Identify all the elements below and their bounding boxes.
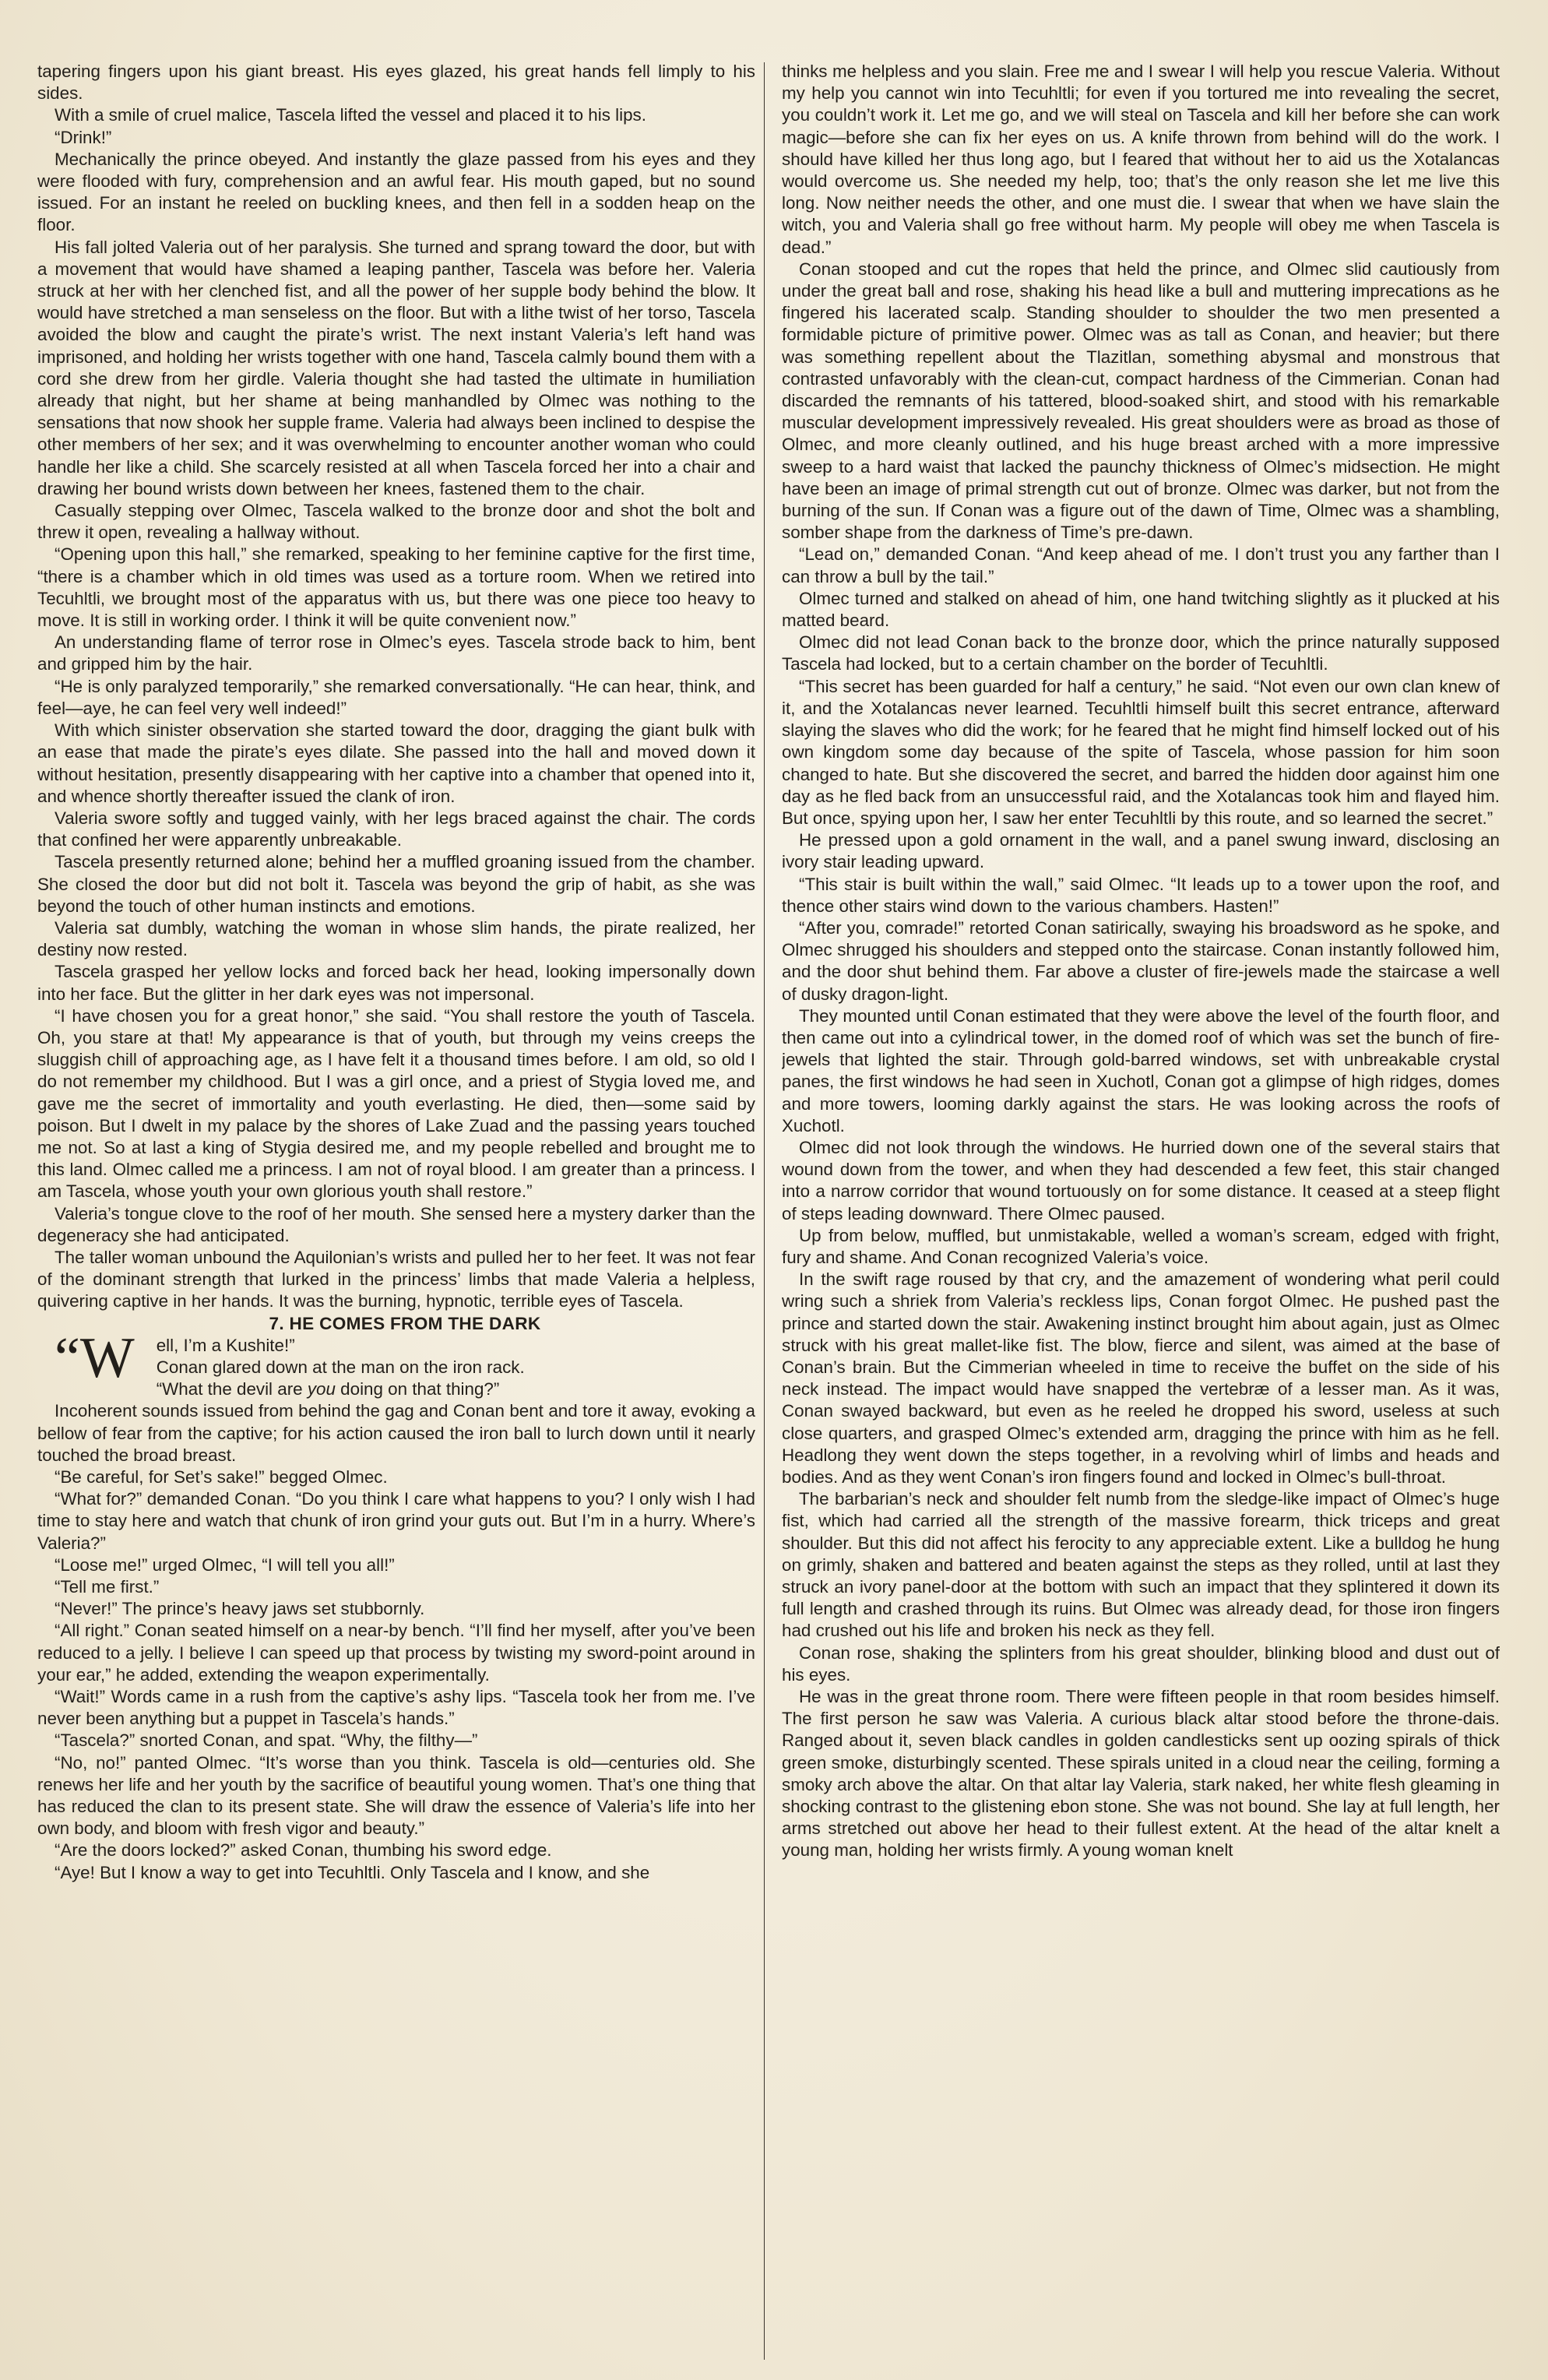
paragraph: Valeria’s tongue clove to the roof of her mouth. She sensed here a mystery darker than the degeneracy she had anticipated. [37, 1203, 755, 1245]
paragraph: Valeria sat dumbly, watching the woman in whose slim hands, the pirate realized, her destiny now rested. [37, 917, 755, 960]
paragraph: tapering fingers upon his giant breast. His eyes glazed, his great hands fell limply to his sides. [37, 62, 755, 104]
paragraph: Up from below, muffled, but unmistakable, welled a woman’s scream, edged with fright, fury and shame. And Conan recognized Valeria’s voice. [782, 1225, 1500, 1267]
paragraph-text: “What the devil are [156, 1379, 308, 1399]
paragraph: “Drink!” [55, 127, 112, 147]
paragraph: Conan stooped and cut the ropes that held the prince, and Olmec slid cautiously from under the great ball and rose, shaking his head like a bull and muttering imprecations as he fingered his lacerated scalp. Standing shoulder to shoulder the two men presented a formidable picture of primitive power. Olmec was as tall as Conan, and heavier; but there was something repellent about the Tlazitlan, something abysmal and monstrous that contrasted unfavorably with the clean-cut, compact hardness of the Cimmerian. Conan had discarded the remnants of his tattered, blood-soaked shirt, and stood with his remarkable muscular development impressively revealed. His great shoulders were as broad as those of Olmec, and more cleanly outlined, and his huge breast arched with a more impressive sweep to a hard waist that lacked the paunchy thickness of Olmec’s midsection. He might have been an image of primal strength cut out of bronze. Olmec was darker, but not from the burning of the sun. If Conan was a figure out of the dawn of Time, Olmec was a shambling, somber shape from the darkness of Time’s pre-dawn. [782, 259, 1500, 543]
right-column [782, 61, 1500, 2370]
paragraph [37, 1378, 755, 1400]
paragraph: “Tell me first.” [55, 1577, 160, 1597]
paragraph: “After you, comrade!” retorted Conan satirically, swaying his broadsword as he spoke, and Olmec shrugged his shoulders and stepped onto the staircase. Conan instantly followed him, and the door shut behind them. Far above a cluster of fire-jewels made the staircase a well of dusky dragon-light. [782, 917, 1500, 1004]
paragraph: Olmec did not look through the windows. He hurried down one of the several stairs that wound down from the tower, and when they had descended a few feet, this stair changed into a narrow corridor that wound tortuously on for some distance. It ceased at a steep flight of steps leading downward. There Olmec paused. [782, 1137, 1500, 1223]
emphasis: you [307, 1379, 336, 1399]
column-divider [764, 62, 765, 2360]
paragraph: “All right.” Conan seated himself on a near-by bench. “I’ll find her myself, after you’ve been reduced to a jelly. I believe I can speed up that process by twisting my sword-point around in your ear,” he added, extending the weapon experimentally. [37, 1621, 755, 1685]
paragraph: Conan glared down at the man on the iron rack. [156, 1357, 525, 1377]
paragraph: With which sinister observation she started toward the door, dragging the giant bulk with an ease that made the pirate’s eyes dilate. She passed into the hall and moved down it without hesitation, presently disappearing with her captive into a chamber that opened into it, and whence shortly thereafter issued the clank of iron. [37, 720, 755, 806]
paragraph: Valeria swore softly and tugged vainly, with her legs braced against the chair. The cords that confined her were apparently unbreakable. [37, 808, 755, 850]
paragraph: “Lead on,” demanded Conan. “And keep ahead of me. I don’t trust you any farther than I can throw a bull by the tail.” [782, 544, 1500, 586]
paragraph: Tascela presently returned alone; behind her a muffled groaning issued from the chamber. She closed the door but did not bolt it. Tascela was beyond the grip of habit, as she was beyond the touch of other human instincts and emotions. [37, 852, 755, 916]
paragraph: “This stair is built within the wall,” said Olmec. “It leads up to a tower upon the roof, and thence other stairs wind down to the various chambers. Hasten!” [782, 874, 1500, 916]
paragraph: “Aye! But I know a way to get into Tecuhltli. Only Tascela and I know, and she [55, 1862, 650, 1882]
paragraph-text: doing on that thing?” [335, 1379, 500, 1399]
paragraph: thinks me helpless and you slain. Free me and I swear I will help you rescue Valeria. Without my help you cannot win into Tecuhltli; for even if you tortured me into revealing the secret, you couldn’t work it. Let me go, and we will steal on Tascela and kill her before she can work magic—before she can fix her eyes on us. A knife thrown from behind will do the work. I should have killed her thus long ago, but I feared that without her to aid us the Xotalancas would overcome us. She needed my help, too; that’s the only reason she let me live this long. Now neither needs the other, and one must die. I swear that when we have slain the witch, you and Valeria shall go free without harm. My people will obey me when Tascela is dead.” [782, 62, 1500, 257]
paragraph: “Loose me!” urged Olmec, “I will tell you all!” [55, 1554, 395, 1575]
paragraph: They mounted until Conan estimated that they were above the level of the fourth floor, and then came out into a cylindrical tower, in the domed roof of which was set the bunch of fire-jewels that lighted the stair. Through gold-barred windows, set with unbreakable crystal panes, the first windows he had seen in Xuchotl, Conan got a glimpse of high ridges, domes and more towers, looming darkly against the stars. He was looking across the roofs of Xuchotl. [782, 1005, 1500, 1135]
paragraph: “Wait!” Words came in a rush from the captive’s ashy lips. “Tascela took her from me. I’ve never been anything but a puppet in Tascela’s hands.” [37, 1687, 755, 1729]
paragraph: Olmec did not lead Conan back to the bronze door, which the prince naturally supposed Tascela had locked, but to a certain chamber on the border of Tecuhltli. [782, 632, 1500, 674]
paragraph: The taller woman unbound the Aquilonian’s wrists and pulled her to her feet. It was not fear of the dominant strength that lurked in the princess’ limbs that made Valeria a helpless, quivering captive in her hands. It was the burning, hypnotic, terrible eyes of Tascela. [37, 1247, 755, 1311]
paragraph: Incoherent sounds issued from behind the gag and Conan bent and tore it away, evoking a bellow of fear from the captive; for his action caused the iron ball to lurch down until it nearly touched the broad breast. [37, 1401, 755, 1465]
paragraph: With a smile of cruel malice, Tascela lifted the vessel and placed it to his lips. [55, 105, 646, 125]
paragraph: Casually stepping over Olmec, Tascela walked to the bronze door and shot the bolt and threw it open, revealing a hallway without. [37, 501, 755, 543]
paragraph: “No, no!” panted Olmec. “It’s worse than you think. Tascela is old—centuries old. She renews her life and her youth by the sacrifice of beautiful young women. That’s one thing that has reduced the clan to its present state. She will draw the essence of Valeria’s life into her own body, and bloom with fresh vigor and beauty.” [37, 1752, 755, 1839]
paragraph: Conan rose, shaking the splinters from his great shoulder, blinking blood and dust out of his eyes. [782, 1642, 1500, 1685]
paragraph: He was in the great throne room. There were fifteen people in that room besides himself. The first person he saw was Valeria. A curious black altar stood before the throne-dais. Ranged about it, seven black candles in golden candlesticks sent up oozing spirals of thick green smoke, disturbingly scented. These spirals united in a cloud near the ceiling, forming a smoky arch above the altar. On that altar lay Valeria, stark naked, her white flesh gleaming in shocking contrast to the glistening ebon stone. She was not bound. She lay at full length, her arms stretched out above her head to their fullest extent. At the head of the altar knelt a young man, holding her wrists firmly. A young woman knelt [782, 1687, 1500, 1861]
left-paragraphs-before-heading [37, 61, 755, 1313]
paragraph: His fall jolted Valeria out of her paralysis. She turned and sprang toward the door, but with a movement that would have shamed a leaping panther, Tascela was before her. Valeria struck at her with her clenched fist, and all the power of her supple body behind the blow. It would have stretched a man senseless on the floor. But with a lithe twist of her torso, Tascela avoided the blow and caught the pirate’s wrist. The next instant Valeria’s left hand was imprisoned, and holding her wrists together with one hand, Tascela calmly bound them with a cord she drew from her girdle. Valeria thought she had tasted the ultimate in humiliation already that night, but her shame at being manhandled by Olmec was nothing to the sensations that now shook her supple frame. Valeria had always been inclined to despise the other members of her sex; and it was overwhelming to encounter another woman who could handle her like a child. She scarcely resisted at all when Tascela forced her into a chair and drawing her bound wrists down between her knees, fastened them to the chair. [37, 237, 755, 498]
dropcap-letter: “W [55, 1326, 135, 1390]
right-paragraphs [782, 61, 1500, 1862]
left-column [37, 61, 755, 2370]
paragraph: Mechanically the prince obeyed. And instantly the glaze passed from his eyes and they were flooded with fury, comprehension and an awful fear. His mouth gaped, but no sound issued. For an instant he reeled on buckling knees, and then fell in a sodden heap on the floor. [37, 149, 755, 235]
paragraph: The barbarian’s neck and shoulder felt numb from the sledge-like impact of Olmec’s huge fist, which had carried all the strength of the massive forearm, thick triceps and great shoulder. But this did not affect his ferocity to any appreciable extent. Like a bulldog he hung on grimly, shaken and battered and beaten against the steps as they rolled, until at last they struck an ivory panel-door at the bottom with such an impact that they splintered it down its full length and crashed through its ruins. But Olmec was already dead, for those iron fingers had crushed out his life and broken his neck as they fell. [782, 1489, 1500, 1641]
paragraph: “Tascela?” snorted Conan, and spat. “Why, the filthy—” [55, 1730, 478, 1751]
paragraph: “Be careful, for Set’s sake!” begged Olmec. [55, 1467, 388, 1487]
paragraph: “Are the doors locked?” asked Conan, thumbing his sword edge. [55, 1840, 552, 1861]
paragraph: “Opening upon this hall,” she remarked, speaking to her feminine captive for the first time, “there is a chamber which in old times was used as a torture room. When we retired into Tecuhltli, we brought most of the apparatus with us, but there was one piece too heavy to move. It is still in working order. I think it will be quite convenient now.” [37, 544, 755, 631]
paragraph: Olmec turned and stalked on ahead of him, one hand twitching slightly as it plucked at his matted beard. [782, 588, 1500, 631]
left-paragraphs-after-heading [37, 1357, 755, 1884]
paragraph: Tascela grasped her yellow locks and forced back her head, looking impersonally down into her face. But the glitter in her dark eyes was not impersonal. [37, 962, 755, 1004]
paragraph: In the swift rage roused by that cry, and the amazement of wondering what peril could wring such a shriek from Valeria’s reckless lips, Conan forgot Olmec. He pushed past the prince and started down the stair. Awakening instinct brought him about again, just as Olmec struck with his great mallet-like fist. The blow, fierce and silent, was aimed at the base of Conan’s brain. But the Cimmerian wheeled in time to receive the buffet on the side of his neck instead. The impact would have snapped the vertebræ of a lesser man. As it was, Conan swayed backward, but even as he reeled he dropped his sword, useless at such close quarters, and grasped Olmec’s extended arm, dragging the prince with him as he fell. Headlong they went down the steps together, in a revolving whirl of limbs and heads and bodies. And as they went Conan’s iron fingers found and locked in Olmec’s bull-throat. [782, 1269, 1500, 1487]
paragraph: “What for?” demanded Conan. “Do you think I care what happens to you? I only wish I had time to stay here and watch that chunk of iron grind your guts out. But I’m in a hurry. Where’s Valeria?” [37, 1489, 755, 1553]
paragraph: “I have chosen you for a great honor,” she said. “You shall restore the youth of Tascela. Oh, you stare at that! My appearance is that of youth, but through my veins creeps the sluggish chill of approaching age, as I have felt it a thousand times before. I am old, so old I do not remember my childhood. But I was a girl once, and a priest of Stygia loved me, and gave me the secret of immortality and youth everlasting. He died, then—some said by poison. But I dwelt in my palace by the shores of Lake Zuad and the passing years touched me not. So at last a king of Stygia desired me, and my people rebelled and brought me to this land. Olmec called me a princess. I am not of royal blood. I am greater than a princess. I am Tascela, whose youth your own glorious youth shall restore.” [37, 1005, 755, 1202]
paragraph: “This secret has been guarded for half a century,” he said. “Not even our own clan knew of it, and the Xotalancas never learned. Tecuhltli himself built this secret entrance, afterward slaying the slaves who did the work; for he feared that he might find himself locked out of his own kingdom some day because of the spite of Tascela, whose passion for him soon changed to hate. But she discovered the secret, and barred the hidden door against him one day as he fled back from an unsuccessful raid, and the Xotalancas took him and flayed him. But once, spying upon her, I saw her enter Tecuhltli by this route, and so learned the secret.” [782, 676, 1500, 828]
paragraph: He pressed upon a gold ornament in the wall, and a panel swung inward, disclosing an ivory stair leading upward. [782, 830, 1500, 872]
chapter-heading: 7. HE COMES FROM THE DARK [269, 1313, 541, 1333]
paragraph: “He is only paralyzed temporarily,” she remarked conversationally. “He can hear, think, and feel—aye, he can feel very well indeed!” [37, 676, 755, 718]
paragraph: “Never!” The prince’s heavy jaws set stubbornly. [55, 1599, 425, 1619]
paragraph: An understanding flame of terror rose in Olmec’s eyes. Tascela strode back to him, bent and gripped him by the hair. [37, 632, 755, 674]
dropcap-rest: ell, I’m a Kushite!” [156, 1335, 295, 1355]
